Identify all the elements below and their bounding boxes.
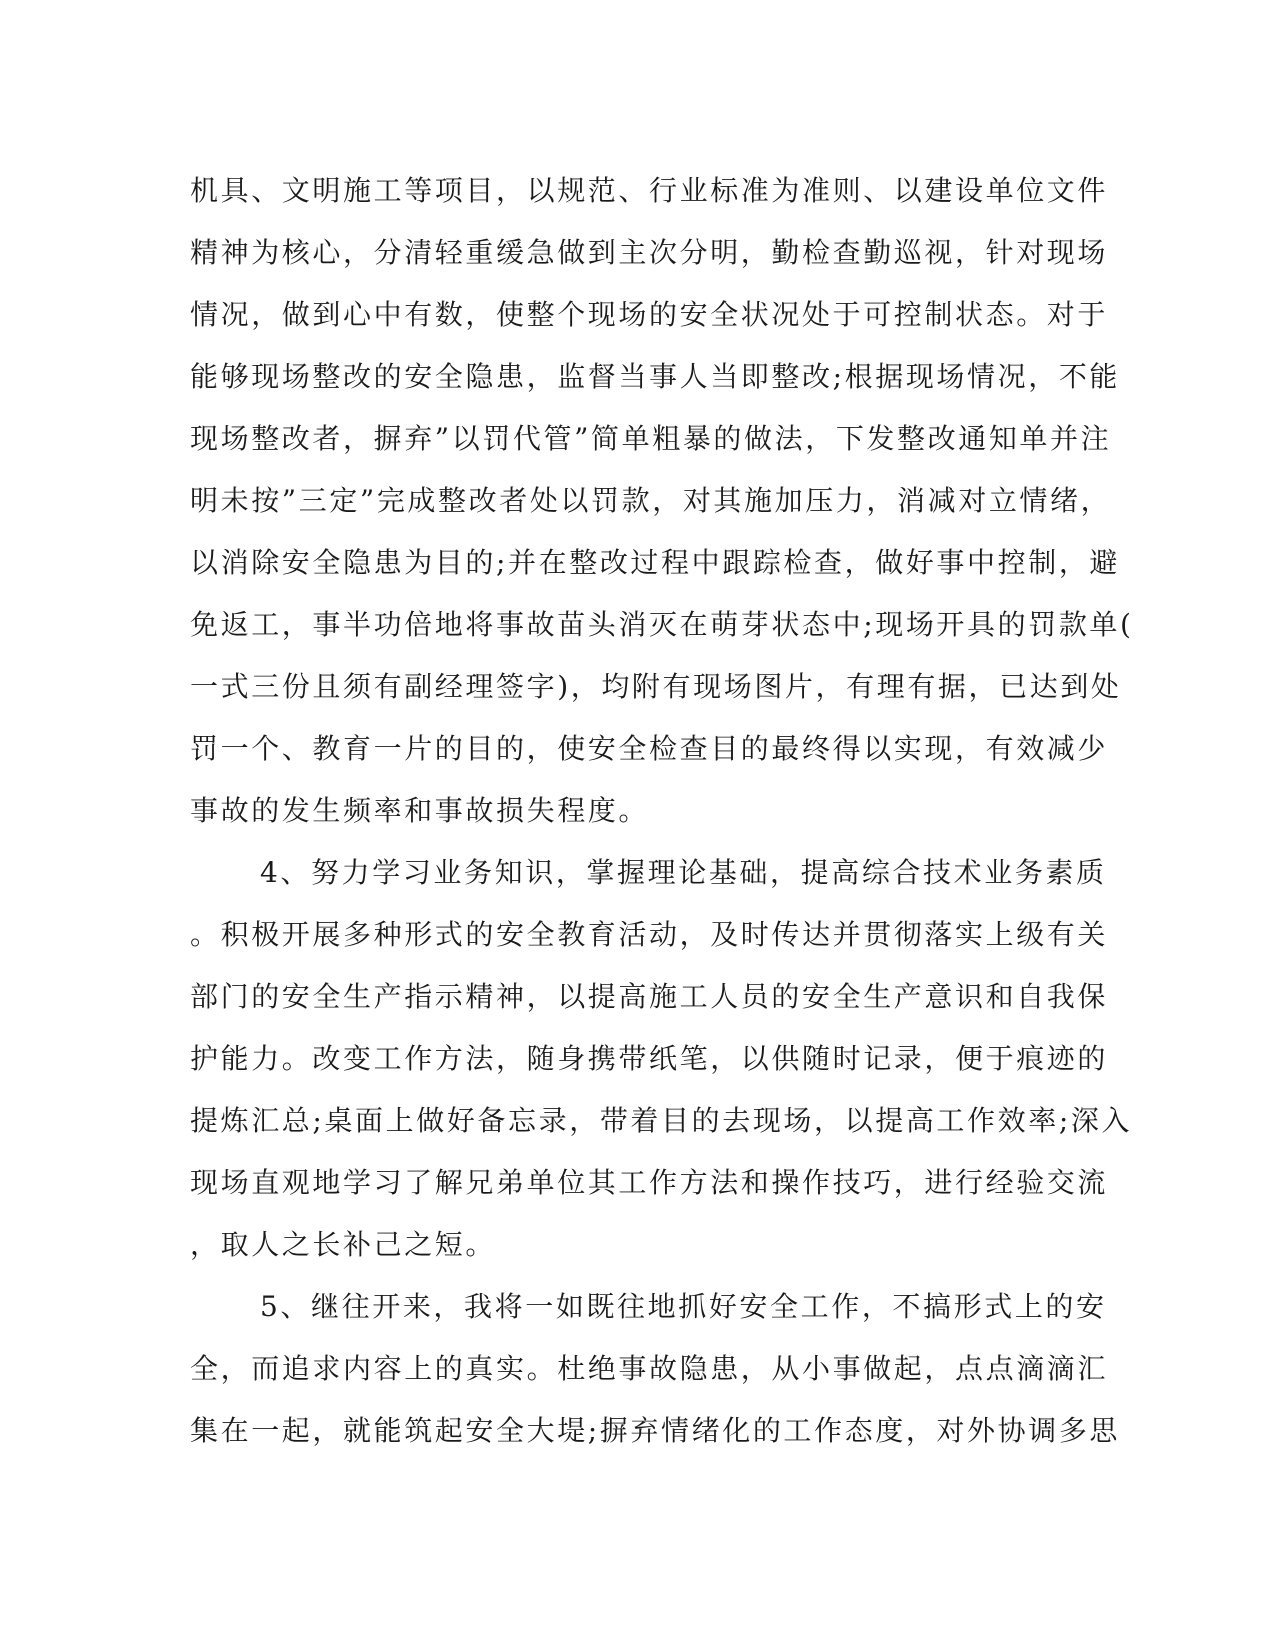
text-line: 明未按”三定”完成整改者处以罚款，对其施加压力，消减对立情绪， [190,484,1112,517]
text-line: 集在一起，就能筑起安全大堤;摒弃情绪化的工作态度，对外协调多思 [190,1414,1121,1447]
text-line: 现场整改者，摒弃”以罚代管”简单粗暴的做法，下发整改通知单并注 [190,422,1112,455]
text-line: 精神为核心，分清轻重缓急做到主次分明，勤检查勤巡视，针对现场 [190,236,1109,269]
text-line: 。积极开展多种形式的安全教育活动，及时传达并贯彻落实上级有关 [190,918,1109,951]
text-line: 免返工，事半功倍地将事故苗头消灭在萌芽状态中;现场开具的罚款单( [190,608,1134,641]
text-line: 护能力。改变工作方法，随身携带纸笔，以供随时记录，便于痕迹的 [190,1042,1109,1075]
text-line: 情况，做到心中有数，使整个现场的安全状况处于可控制状态。对于 [190,298,1109,331]
text-line: 能够现场整改的安全隐患，监督当事人当即整改;根据现场情况，不能 [190,360,1121,393]
text-line: 机具、文明施工等项目，以规范、行业标准为准则、以建设单位文件 [190,174,1109,207]
paragraph-start-line: 4、努力学习业务知识，掌握理论基础，提高综合技术业务素质 [260,856,1107,889]
text-line: 一式三份且须有副经理签字)，均附有现场图片，有理有据，已达到处 [190,670,1122,703]
text-line: ，取人之长补己之短。 [190,1228,497,1261]
paragraph-start-line: 5、继往开来，我将一如既往地抓好安全工作，不搞形式上的安 [260,1290,1107,1323]
text-line: 提炼汇总;桌面上做好备忘录，带着目的去现场，以提高工作效率;深入 [190,1104,1133,1137]
text-line: 以消除安全隐患为目的;并在整改过程中跟踪检查，做好事中控制，避 [190,546,1121,579]
text-line: 全，而追求内容上的真实。杜绝事故隐患，从小事做起，点点滴滴汇 [190,1352,1109,1385]
text-line: 现场直观地学习了解兄弟单位其工作方法和操作技巧，进行经验交流 [190,1166,1109,1199]
text-line: 罚一个、教育一片的目的，使安全检查目的最终得以实现，有效减少 [190,732,1109,765]
body-text [190,160,1134,1462]
text-line: 事故的发生频率和事故损失程度。 [190,794,650,827]
text-line: 部门的安全生产指示精神，以提高施工人员的安全生产意识和自我保 [190,980,1109,1013]
